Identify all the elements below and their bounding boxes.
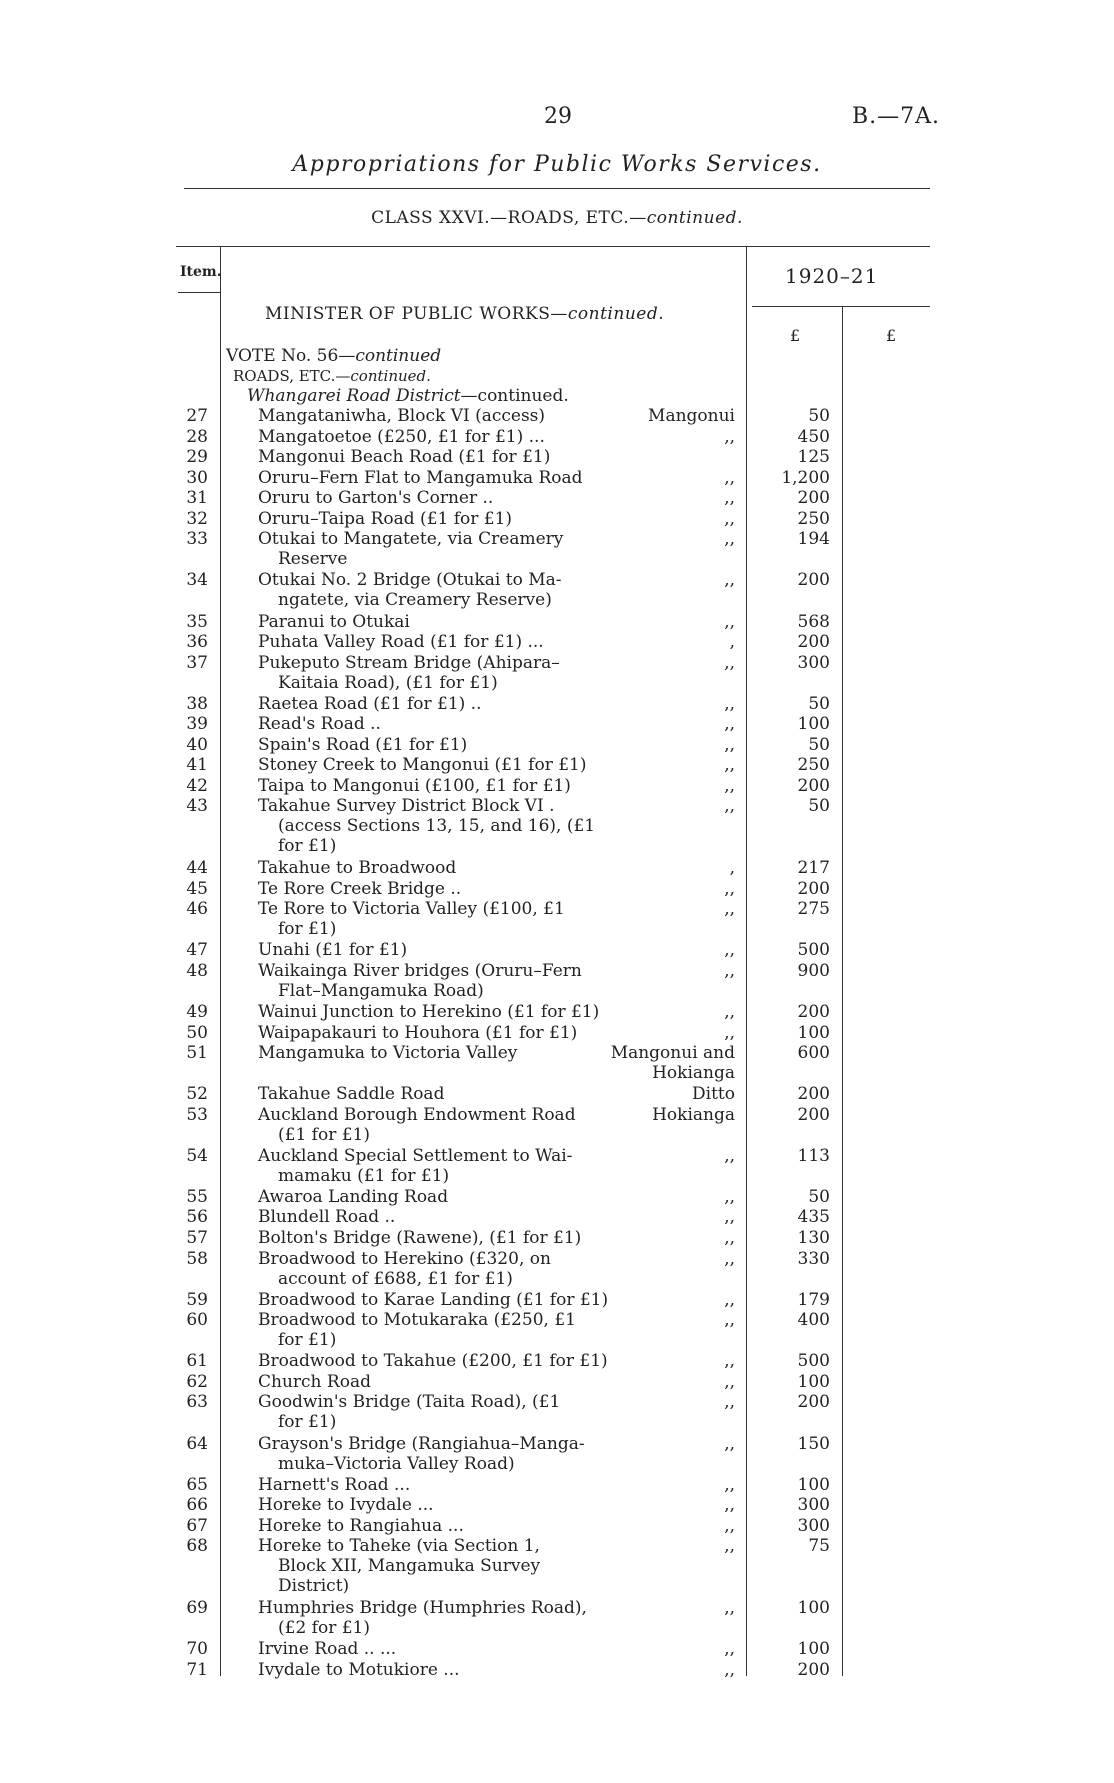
description-line: Horeke to Taheke (via Section 1, (258, 1536, 540, 1557)
item-number: 38 (186, 693, 208, 714)
description-line: Auckland Special Settlement to Wai- (258, 1145, 573, 1166)
item-description (258, 529, 603, 569)
county-name: ,, (724, 1186, 735, 1207)
description-line: Harnett's Road ... (258, 1474, 411, 1495)
county-name: ,, (724, 1639, 735, 1659)
item-description (258, 899, 603, 939)
item-number: 30 (186, 467, 208, 488)
description-line: Oruru to Garton's Corner .. (258, 488, 494, 509)
description-line: Horeke to Rangiahua ... (258, 1515, 464, 1536)
item-description (258, 509, 603, 529)
item-description (258, 940, 603, 960)
description-continuation: (access Sections 13, 15, and 16), (£1 (278, 816, 596, 837)
item-number: 33 (186, 529, 208, 550)
item-number: 62 (186, 1371, 208, 1392)
amount: 100 (797, 1474, 830, 1495)
county-name: Mangonui (648, 406, 735, 426)
amount: 330 (797, 1248, 830, 1269)
county-name: ,, (724, 1495, 735, 1516)
roads-heading-main: ROADS, ETC.— (233, 367, 351, 385)
class-heading (0, 208, 1114, 228)
amount: 200 (797, 775, 830, 796)
county-name: ,, (724, 775, 735, 796)
description-line: Humphries Bridge (Humphries Road), (258, 1597, 587, 1618)
amount: 275 (797, 899, 830, 920)
description-line: Waikainga River bridges (Oruru–Fern (258, 960, 582, 981)
item-description (258, 755, 603, 775)
item-description (258, 1002, 603, 1022)
item-number: 65 (186, 1474, 208, 1495)
description-continuation: mamaku (£1 for £1) (278, 1165, 450, 1186)
item-number: 58 (186, 1248, 208, 1269)
description-line: Mangatoetoe (£250, £1 for £1) ... (258, 426, 545, 447)
description-line: Bolton's Bridge (Rawene), (£1 for £1) (258, 1228, 582, 1248)
amount: 200 (797, 632, 830, 653)
county-name: ,, (724, 899, 735, 920)
item-number: 60 (186, 1310, 208, 1331)
county-name: ,, (724, 1001, 735, 1022)
page-title: Appropriations for Public Works Services. (292, 152, 822, 177)
county-name: Hokianga (652, 1104, 735, 1125)
amount: 100 (797, 1371, 830, 1392)
item-number: 29 (186, 447, 208, 468)
item-description (258, 1187, 603, 1207)
document-reference: B.—7A. (852, 104, 941, 129)
amount: 130 (797, 1228, 830, 1248)
item-header-rule (178, 292, 220, 293)
item-description (258, 1639, 603, 1659)
description-line: Grayson's Bridge (Rangiahua–Manga- (258, 1433, 585, 1454)
description-line: Goodwin's Bridge (Taita Road), (£1 (258, 1392, 561, 1413)
county-name: ,, (724, 1433, 735, 1454)
amount: 50 (808, 693, 830, 714)
description-continuation: for £1) (278, 1330, 337, 1351)
county-name: ,, (724, 1207, 735, 1228)
item-description (258, 570, 603, 610)
description-continuation: Block XII, Mangamuka Survey (278, 1556, 541, 1577)
amount: 200 (797, 1084, 830, 1105)
vote-heading-continued: continued (355, 346, 442, 366)
item-description (258, 653, 603, 693)
amount: 75 (808, 1536, 830, 1557)
item-description (258, 735, 603, 755)
vote-heading (226, 346, 441, 366)
amount: 300 (797, 1495, 830, 1516)
county-name: ,, (724, 1351, 735, 1372)
amount: 900 (797, 960, 830, 981)
county-name: ,, (724, 467, 735, 488)
item-number: 52 (186, 1084, 208, 1105)
description-line: Raetea Road (£1 for £1) .. (258, 693, 482, 714)
item-description (258, 488, 603, 508)
item-description (258, 1475, 603, 1495)
county-name: , (729, 632, 735, 653)
item-number: 34 (186, 570, 208, 591)
roads-heading (233, 367, 431, 385)
page-number: 29 (544, 104, 572, 129)
title-rule (184, 188, 930, 189)
county-name: ,, (724, 652, 735, 673)
item-description (258, 1310, 603, 1350)
minister-heading-continued: continued. (567, 304, 665, 324)
amount: 450 (797, 426, 830, 447)
description-line: Blundell Road .. (258, 1207, 396, 1228)
class-heading-main: CLASS XXVI.—ROADS, ETC.— (371, 208, 647, 228)
item-description (258, 1105, 603, 1145)
amount: 179 (797, 1289, 830, 1310)
item-description (258, 796, 603, 856)
item-number: 39 (186, 714, 208, 735)
county-name: ,, (724, 1474, 735, 1495)
item-description (258, 1043, 603, 1063)
item-column-divider (220, 246, 221, 1676)
county-name: ,, (724, 1228, 735, 1248)
item-number: 36 (186, 632, 208, 653)
amount: 50 (808, 1186, 830, 1207)
county-name: ,, (724, 1248, 735, 1269)
description-line: Auckland Borough Endowment Road (258, 1104, 576, 1125)
description-line: Stoney Creek to Mangonui (£1 for £1) (258, 755, 587, 776)
county-name (600, 1043, 735, 1083)
description-line: Puhata Valley Road (£1 for £1) ... (258, 632, 544, 653)
item-description (258, 1249, 603, 1289)
amount: 100 (797, 1639, 830, 1659)
county-name: ,, (724, 734, 735, 755)
item-column-header: Item. (180, 264, 222, 280)
item-number: 70 (186, 1639, 208, 1659)
county-name: ,, (724, 693, 735, 714)
amount: 600 (797, 1043, 830, 1064)
item-number: 66 (186, 1495, 208, 1516)
district-heading (247, 386, 569, 406)
amount: 194 (797, 529, 830, 550)
description-line: Spain's Road (£1 for £1) (258, 734, 468, 755)
county-name: , (729, 858, 735, 879)
description-line: Unahi (£1 for £1) (258, 940, 408, 961)
item-description (258, 858, 603, 878)
item-number: 59 (186, 1289, 208, 1310)
description-line: Ivydale to Motukiore ... (258, 1659, 460, 1680)
county-name: ,, (724, 796, 735, 817)
item-number: 44 (186, 858, 208, 879)
amount: 250 (797, 508, 830, 529)
county-line: Mangonui and (610, 1043, 735, 1064)
item-description (258, 447, 603, 467)
item-number: 49 (186, 1001, 208, 1022)
item-number: 67 (186, 1515, 208, 1536)
item-description (258, 1536, 603, 1596)
description-line: Irvine Road .. ... (258, 1639, 397, 1659)
item-number: 69 (186, 1597, 208, 1618)
county-name: ,, (724, 1659, 735, 1680)
item-number: 41 (186, 755, 208, 776)
item-number: 56 (186, 1207, 208, 1228)
item-description (258, 714, 603, 734)
amount: 50 (808, 796, 830, 817)
item-number: 37 (186, 652, 208, 673)
description-continuation: Reserve (278, 549, 348, 570)
item-number: 42 (186, 775, 208, 796)
item-description (258, 632, 603, 652)
item-description (258, 776, 603, 796)
description-line: Waipapakauri to Houhora (£1 for £1) (258, 1022, 578, 1043)
item-description (258, 1598, 603, 1638)
description-line: Wainui Junction to Herekino (£1 for £1) (258, 1001, 600, 1022)
item-description (258, 1351, 608, 1372)
description-line: Otukai to Mangatete, via Creamery (258, 529, 564, 550)
amount: 435 (797, 1207, 830, 1228)
item-description (258, 879, 603, 899)
item-number: 57 (186, 1228, 208, 1248)
description-line: Broadwood to Herekino (£320, on (258, 1248, 551, 1269)
description-line: Mangonui Beach Road (£1 for £1) (258, 447, 551, 468)
district-heading-continued: —continued. (460, 386, 569, 406)
item-description (258, 1434, 603, 1474)
description-line: Taipa to Mangonui (£100, £1 for £1) (258, 775, 571, 796)
year-header-rule (752, 306, 930, 307)
item-description (258, 1146, 603, 1186)
county-name: ,, (724, 611, 735, 632)
item-number: 35 (186, 611, 208, 632)
county-name: ,, (724, 755, 735, 776)
description-line: Horeke to Ivydale ... (258, 1495, 434, 1516)
description-line: Pukeputo Stream Bridge (Ahipara– (258, 652, 560, 673)
amount-column-divider (746, 246, 747, 1676)
item-description (258, 612, 603, 632)
amount: 113 (797, 1145, 830, 1166)
description-continuation: account of £688, £1 for £1) (278, 1268, 513, 1289)
description-continuation: for £1) (278, 836, 337, 857)
county-name: ,, (724, 960, 735, 981)
item-number: 54 (186, 1145, 208, 1166)
description-continuation: Kaitaia Road), (£1 for £1) (278, 672, 498, 693)
amount: 50 (808, 406, 830, 426)
item-number: 48 (186, 960, 208, 981)
county-name: ,, (724, 488, 735, 509)
county-name: ,, (724, 940, 735, 961)
item-description (258, 1372, 603, 1392)
county-name: ,, (724, 1515, 735, 1536)
amount: 200 (797, 1104, 830, 1125)
county-line: Hokianga (652, 1063, 735, 1084)
amount: 200 (797, 878, 830, 899)
item-number: 55 (186, 1186, 208, 1207)
county-name: Ditto (692, 1084, 735, 1105)
item-description (258, 1207, 603, 1227)
item-number: 71 (186, 1659, 208, 1680)
description-line: Awaroa Landing Road (258, 1186, 449, 1207)
county-name: ,, (724, 1371, 735, 1392)
description-line: Takahue Saddle Road (258, 1084, 445, 1105)
amount-subcolumn-divider (842, 306, 843, 1676)
amount: 1,200 (781, 467, 830, 488)
item-number: 50 (186, 1022, 208, 1043)
description-line: Read's Road .. (258, 714, 381, 735)
minister-heading-main: MINISTER OF PUBLIC WORKS— (265, 304, 568, 324)
pound-sign-column-1: £ (790, 326, 801, 345)
amount: 50 (808, 734, 830, 755)
minister-heading (265, 304, 664, 324)
description-line: Takahue Survey District Block VI . (258, 796, 555, 817)
description-line: Broadwood to Motukaraka (£250, £1 (258, 1310, 576, 1331)
description-continuation: Flat–Mangamuka Road) (278, 980, 484, 1001)
amount: 568 (797, 611, 830, 632)
county-name: ,, (724, 1536, 735, 1557)
amount: 100 (797, 1597, 830, 1618)
amount: 200 (797, 488, 830, 509)
item-description (258, 1495, 603, 1515)
item-number: 40 (186, 734, 208, 755)
county-name: ,, (724, 426, 735, 447)
item-number: 63 (186, 1392, 208, 1413)
description-line: Church Road (258, 1371, 371, 1392)
item-number: 32 (186, 508, 208, 529)
item-description (258, 406, 603, 426)
county-name: ,, (724, 1145, 735, 1166)
description-line: Oruru–Taipa Road (£1 for £1) (258, 508, 513, 529)
description-continuation: District) (278, 1576, 350, 1597)
description-line: Otukai No. 2 Bridge (Otukai to Ma- (258, 570, 562, 591)
amount: 200 (797, 570, 830, 591)
amount: 500 (797, 940, 830, 961)
amount: 200 (797, 1392, 830, 1413)
description-line: Mangamuka to Victoria Valley (258, 1043, 518, 1064)
item-number: 45 (186, 878, 208, 899)
amount: 500 (797, 1351, 830, 1372)
amount: 250 (797, 755, 830, 776)
description-line: Broadwood to Karae Landing (£1 for £1) (258, 1289, 609, 1310)
description-line: Paranui to Otukai (258, 611, 410, 632)
item-description (258, 1289, 609, 1310)
county-name: ,, (724, 1022, 735, 1043)
amount: 300 (797, 652, 830, 673)
item-number: 43 (186, 796, 208, 817)
item-number: 68 (186, 1536, 208, 1557)
amount: 100 (797, 714, 830, 735)
county-name: ,, (724, 714, 735, 735)
item-number: 53 (186, 1104, 208, 1125)
county-name: ,, (724, 1310, 735, 1331)
county-name: ,, (724, 1289, 735, 1310)
description-line: Mangataniwha, Block VI (access) (258, 406, 546, 426)
amount: 150 (797, 1433, 830, 1454)
item-description (258, 694, 603, 714)
item-description (258, 1084, 603, 1104)
description-line: Oruru–Fern Flat to Mangamuka Road (258, 467, 583, 488)
county-name: ,, (724, 878, 735, 899)
description-continuation: ngatete, via Creamery Reserve) (278, 590, 552, 611)
amount: 100 (797, 1022, 830, 1043)
item-number: 46 (186, 899, 208, 920)
amount: 217 (797, 858, 830, 879)
item-number: 31 (186, 488, 208, 509)
item-number: 47 (186, 940, 208, 961)
amount: 125 (797, 447, 830, 468)
item-number: 51 (186, 1043, 208, 1064)
description-line: Te Rore Creek Bridge .. (258, 878, 462, 899)
item-number: 61 (186, 1351, 208, 1372)
description-line: Takahue to Broadwood (258, 858, 457, 879)
description-continuation: muka–Victoria Valley Road) (278, 1453, 515, 1474)
county-name: ,, (724, 1597, 735, 1618)
item-number: 64 (186, 1433, 208, 1454)
class-heading-continued: continued. (646, 208, 743, 228)
amount: 200 (797, 1001, 830, 1022)
description-continuation: (£1 for £1) (278, 1124, 370, 1145)
county-name: ,, (724, 508, 735, 529)
amount: 300 (797, 1515, 830, 1536)
pound-sign-column-2: £ (886, 326, 897, 345)
district-heading-name: Whangarei Road District (247, 386, 461, 406)
item-number: 27 (186, 406, 208, 426)
item-description (258, 1228, 603, 1248)
description-line: Broadwood to Takahue (£200, £1 for £1) (258, 1351, 608, 1372)
county-name: ,, (724, 1392, 735, 1413)
roads-heading-continued: continued. (350, 367, 431, 385)
item-number: 28 (186, 426, 208, 447)
item-description (258, 468, 603, 488)
vote-heading-main: VOTE No. 56— (226, 346, 356, 366)
item-description (258, 1516, 603, 1536)
description-continuation: for £1) (278, 1412, 337, 1433)
description-continuation: for £1) (278, 919, 337, 940)
item-description (258, 427, 603, 447)
year-column-header: 1920–21 (785, 264, 879, 288)
item-description (258, 1392, 603, 1432)
item-description (258, 1660, 603, 1680)
county-name: ,, (724, 529, 735, 550)
table-top-rule (176, 246, 930, 247)
description-line: Te Rore to Victoria Valley (£100, £1 (258, 899, 565, 920)
amount: 200 (797, 1659, 830, 1680)
description-continuation: (£2 for £1) (278, 1617, 370, 1638)
amount: 400 (797, 1310, 830, 1331)
item-description (258, 1023, 603, 1043)
item-description (258, 961, 603, 1001)
county-name: ,, (724, 570, 735, 591)
